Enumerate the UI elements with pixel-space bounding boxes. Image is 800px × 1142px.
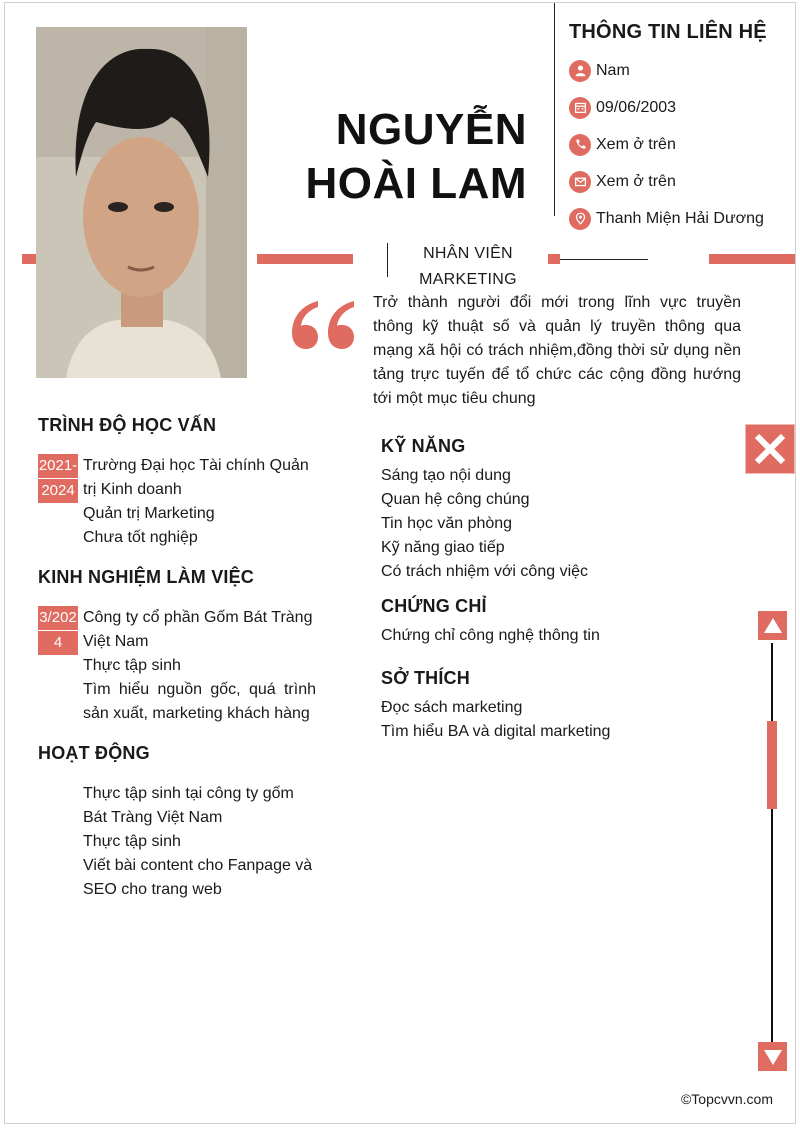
arrow-down-icon	[763, 1048, 783, 1066]
hobbies-heading: SỞ THÍCH	[381, 668, 470, 688]
contact-divider	[554, 3, 555, 216]
hobbies-list	[381, 696, 741, 744]
footer-credit: ©Topcvvn.com	[680, 1091, 773, 1107]
education-date-start: 2021-	[38, 454, 78, 479]
scroll-down-button[interactable]	[758, 1042, 787, 1071]
user-icon	[569, 60, 591, 82]
contact-heading: THÔNG TIN LIÊN HỆ	[569, 21, 767, 43]
accent-bar-left	[22, 254, 36, 264]
job-title-line-1: NHÂN VIÊN	[423, 245, 513, 262]
close-icon	[753, 432, 787, 466]
education-date-end: 2024	[41, 482, 75, 499]
contact-section	[569, 21, 794, 237]
hobby-item: Đọc sách marketing	[381, 699, 523, 716]
experience-date-line-1: 3/202	[38, 606, 78, 631]
skills-list	[381, 464, 741, 584]
activities-role: Thực tập sinh	[83, 833, 181, 850]
experience-date	[38, 606, 78, 655]
skill-item: Kỹ năng giao tiếp	[381, 539, 505, 556]
experience-entry	[38, 606, 316, 726]
address-value: Thanh Miện Hải Dương	[596, 209, 764, 227]
accent-bar-mid	[257, 254, 353, 264]
activities-organization: Thực tập sinh tại công ty gốm Bát Tràng Việt Nam	[83, 785, 294, 826]
activities-entry	[38, 782, 316, 902]
mail-icon	[569, 171, 591, 193]
certificates-heading: CHỨNG CHỈ	[381, 596, 487, 616]
profile-photo	[36, 27, 247, 378]
contact-email	[569, 163, 794, 200]
job-title	[388, 241, 548, 293]
skill-item: Tin học văn phòng	[381, 515, 513, 532]
hobby-item: Tìm hiểu BA và digital marketing	[381, 723, 611, 740]
experience-company: Công ty cổ phần Gốm Bát Tràng Việt Nam	[83, 609, 313, 650]
quote-icon	[288, 293, 356, 353]
email-value: Xem ở trên	[596, 172, 676, 190]
gender-value: Nam	[596, 61, 630, 79]
education-status: Chưa tốt nghiệp	[83, 529, 198, 546]
job-title-line-2: MARKETING	[419, 271, 517, 288]
career-objective: Trở thành người đổi mới trong lĩnh vực truyền thông kỹ thuật số và quản lý truyền thông qua mạng xã hội có trách nhiệm,đồng thời sử dụng nền tảng trực tuyến để tổ chức các cộng đồng hướng tới một mục tiêu chung	[373, 294, 741, 407]
scroll-up-button[interactable]	[758, 611, 787, 640]
skill-item: Sáng tạo nội dung	[381, 467, 511, 484]
skill-item: Có trách nhiệm với công việc	[381, 563, 589, 580]
contact-birthday	[569, 89, 794, 126]
education-heading: TRÌNH ĐỘ HỌC VẤN	[38, 415, 217, 435]
accent-bar-right	[709, 254, 796, 264]
name-line-2: HOÀI LAM	[305, 159, 527, 208]
accent-bar-small	[548, 254, 560, 264]
phone-value: Xem ở trên	[596, 135, 676, 153]
education-school: Trường Đại học Tài chính Quản trị Kinh doanh	[83, 457, 309, 498]
experience-description: Tìm hiểu nguồn gốc, quá trình sản xuất, marketing khách hàng	[83, 681, 316, 722]
calendar-icon	[569, 97, 591, 119]
birthday-value: 09/06/2003	[596, 98, 677, 116]
education-major: Quản trị Marketing	[83, 505, 215, 522]
activities-heading: HOẠT ĐỘNG	[38, 743, 150, 763]
certificate-item: Chứng chỉ công nghệ thông tin	[381, 627, 600, 644]
education-date	[38, 454, 78, 503]
name-line-1: NGUYỄN	[335, 105, 527, 154]
experience-position: Thực tập sinh	[83, 657, 181, 674]
experience-heading: KINH NGHIỆM LÀM VIỆC	[38, 567, 255, 587]
skill-item: Quan hệ công chúng	[381, 491, 530, 508]
contact-phone	[569, 126, 794, 163]
education-entry	[38, 454, 316, 550]
contact-address	[569, 200, 794, 237]
cv-page	[4, 2, 796, 1124]
arrow-up-icon	[763, 617, 783, 635]
scrollbar-thumb[interactable]	[767, 721, 777, 809]
scrollbar-track[interactable]	[771, 643, 773, 1043]
phone-icon	[569, 134, 591, 156]
location-icon	[569, 208, 591, 230]
close-button[interactable]	[745, 424, 795, 474]
contact-gender	[569, 52, 794, 89]
candidate-name	[305, 103, 527, 211]
activities-description: Viết bài content cho Fanpage và SEO cho trang web	[83, 857, 313, 898]
title-underline	[560, 259, 648, 260]
experience-date-line-2: 4	[53, 634, 63, 651]
skills-heading: KỸ NĂNG	[381, 436, 466, 456]
certificates-list	[381, 624, 741, 648]
